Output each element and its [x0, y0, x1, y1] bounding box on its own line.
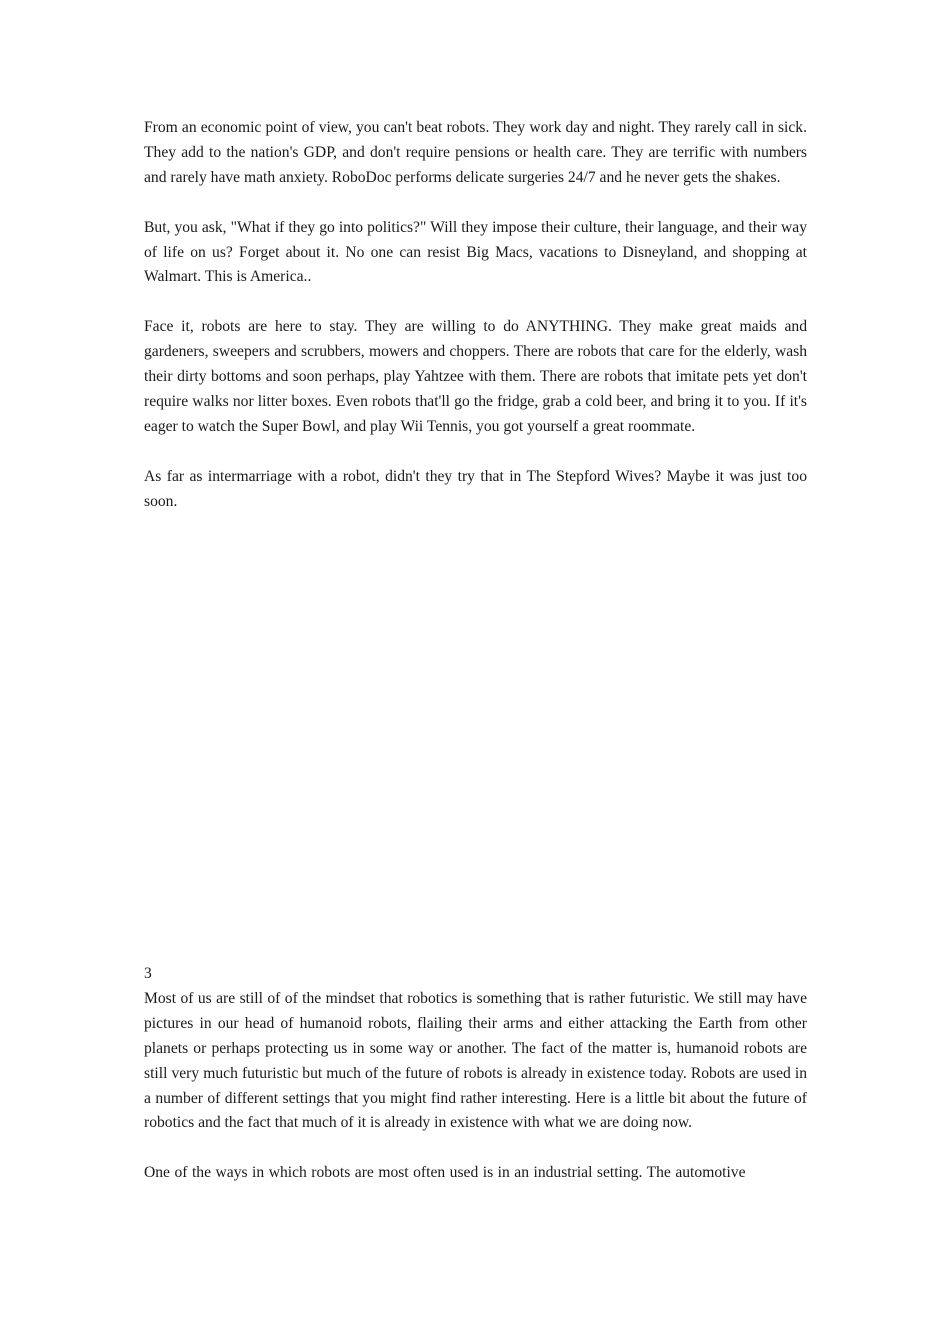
paragraph-economics: From an economic point of view, you can't beat robots. They work day and night. They rarely call in sick. They add to the nation's GDP, and don't require pensions or health care. They are terrific with numbers and rarely have math anxiety. RoboDoc performs delicate surgeries 24/7 and he never gets the shakes.: [144, 119, 807, 186]
paragraph-intermarriage: As far as intermarriage with a robot, didn't they try that in The Stepford Wives? Maybe it was just too soon.: [144, 467, 807, 510]
paragraph-politics: But, you ask, "What if they go into politics?" Will they impose their culture, their language, and their way of life on us? Forget about it. No one can resist Big Macs, vacations to Disneyland, and shopping at Walmart. This is America..: [144, 218, 807, 286]
paragraph-futuristic: Most of us are still of of the mindset that robotics is something that is rather futuristic. We still may have pictures in our head of humanoid robots, flailing their arms and either attacking the Earth from other planets or perhaps protecting us in some way or another. The fact of the matter is, humanoid robots are still very much futuristic but much of the future of robots is already in existence today. Robots are used in a number of different settings that you might find rather interesting. Here is a little bit about the future of robotics and the fact that much of it is already in existence with what we are doing now.: [144, 989, 807, 1132]
paragraph-here-to-stay: Face it, robots are here to stay. They are willing to do ANYTHING. They make great maids and gardeners, sweepers and scrubbers, mowers and choppers. There are robots that care for the elderly, wash their dirty bottoms and soon perhaps, play Yahtzee with them. There are robots that imitate pets yet don't require walks nor litter boxes. Even robots that'll go the fridge, grab a cold beer, and bring it to you. If it's eager to watch the Super Bowl, and play Wii Tennis, you got yourself a great roommate.: [144, 318, 807, 435]
section-one: [144, 116, 807, 514]
paragraph-industrial: One of the ways in which robots are most often used is in an industrial setting. The automotive: [144, 1164, 746, 1182]
section-two: [144, 962, 807, 1186]
section-number: 3: [144, 965, 152, 982]
